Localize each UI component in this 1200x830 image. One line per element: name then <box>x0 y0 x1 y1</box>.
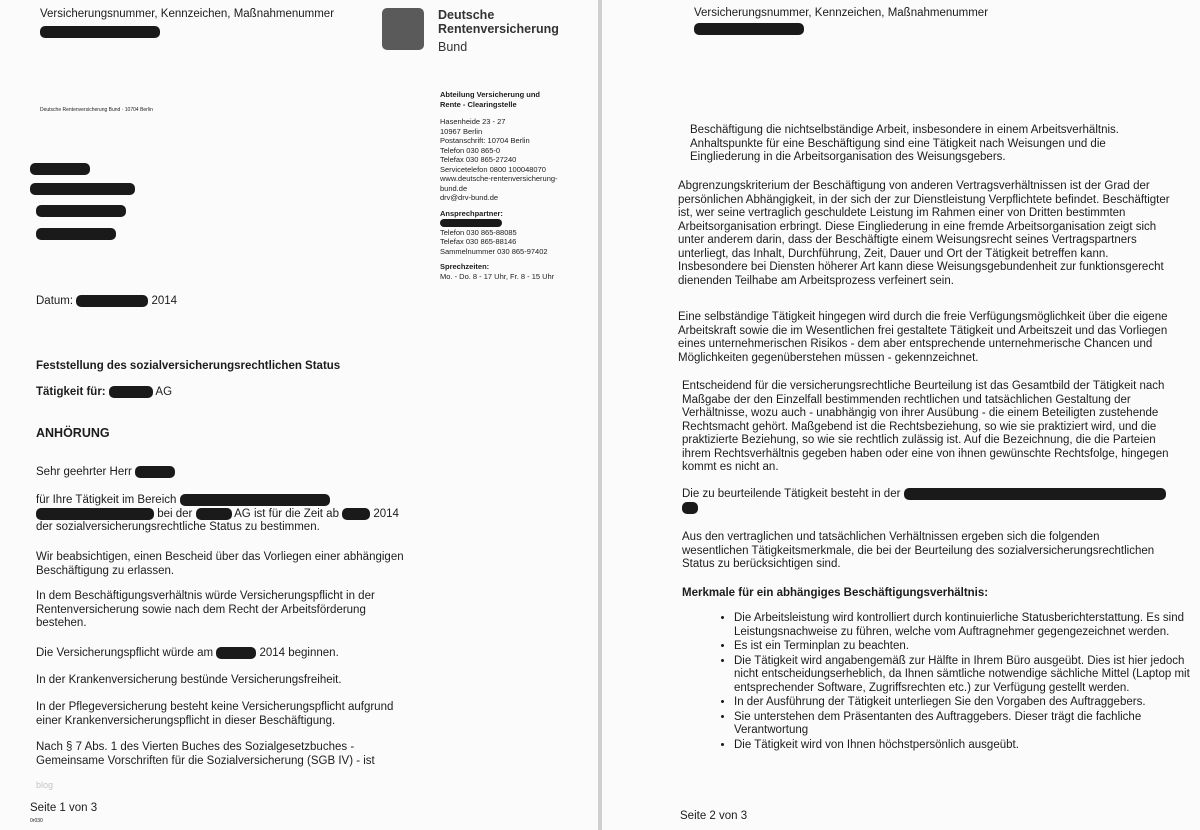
salutation: Sehr geehrter Herr <box>36 466 175 480</box>
watermark: blog <box>36 780 54 790</box>
recipient-redaction <box>36 228 116 240</box>
paragraph-7: Nach § 7 Abs. 1 des Vierten Buches des Sozialgesetzbuches - Gemeinsame Vorschriften für die Sozialversicherung (SGB IV) - ist <box>36 741 375 767</box>
redaction <box>109 386 153 398</box>
paragraph-3: Eine selbständige Tätigkeit hingegen wird durch die freie Verfügungsmöglichkeit über die eigene Arbeitskraft sowie die im Wesentlichen frei gestaltete Tätigkeit und Arbeitszeit und das Vorliegen eines unternehmerischen Risikos - dem aber entsprechende unternehmerische Chancen und Möglichkeiten gegenüberstehen müssen - gekennzeichnet. <box>678 311 1168 364</box>
paragraph-1: Beschäftigung die nichtselbständige Arbeit, insbesondere in einem Arbeitsverhältnis. Anhaltspunkte für eine Beschäftigung sind eine Tätigkeit nach Weisungen und die Eingliederung in die Arbeitsorganisation des Weisungsgebers. <box>690 124 1119 163</box>
redaction <box>342 508 370 520</box>
footer-code: 0r030 <box>30 818 43 824</box>
redaction <box>904 488 1166 500</box>
activity-line: Tätigkeit für: AG <box>36 386 173 399</box>
paragraph-2: Wir beabsichtigen, einen Bescheid über das Vorliegen einer abhängigen Beschäftigung zu erlassen. <box>36 551 404 577</box>
list-item: • Sie unterstehen dem Präsentanten des Auftraggebers. Dieser trägt die fachliche Verantwortung <box>734 711 1200 738</box>
redaction <box>196 508 232 520</box>
redaction <box>36 508 154 520</box>
reference-header: Versicherungsnummer, Kennzeichen, Maßnahmenummer <box>40 8 334 38</box>
paragraph-3: In dem Beschäftigungsverhältnis würde Versicherungspflicht in der Rentenversicherung sowie nach dem Recht der Arbeitsförderung bestehen. <box>36 590 375 629</box>
paragraph-5: In der Krankenversicherung bestünde Versicherungsfreiheit. <box>36 674 342 686</box>
document-page-2 <box>602 0 1200 830</box>
drv-logo-icon <box>382 8 424 50</box>
list-item: • In der Ausführung der Tätigkeit unterliegen Sie den Vorgaben des Auftraggebers. <box>734 696 1200 710</box>
paragraph-6: In der Pflegeversicherung besteht keine Versicherungspflicht aufgrund einer Krankenversicherungspflicht in dieser Beschäftigung. <box>36 701 394 727</box>
paragraph-4: Die Versicherungspflicht würde am 2014 beginnen. <box>36 647 339 660</box>
paragraph-6: Aus den vertraglichen und tatsächlichen Verhältnissen ergeben sich die folgenden wesentlichen Tätigkeitsmerkmale, die bei der Beurteilung des sozialversicherungsrechtlichen Status zu berücksichtigen sind. <box>682 531 1155 570</box>
reference-header: Versicherungsnummer, Kennzeichen, Maßnahmenummer <box>694 7 988 35</box>
redaction <box>76 295 148 307</box>
list-item: • Es ist ein Terminplan zu beachten. <box>734 640 1200 654</box>
redaction <box>40 26 160 38</box>
page-number: Seite 2 von 3 <box>680 810 748 822</box>
list-item: • Die Tätigkeit wird angabengemäß zur Hälfte in Ihrem Büro ausgeübt. Dies ist hier jedoch nicht entscheidungserheblich, da Ihnen sämtliche notwendige sächliche Mittel (Laptop mit entsprechender Software, Zugriffsrechten etc.) zur Verfügung gestellt werden. <box>734 655 1200 696</box>
redaction <box>135 466 175 478</box>
redaction <box>694 23 804 35</box>
letter-date: Datum: 2014 <box>36 295 178 308</box>
recipient-redaction <box>36 205 126 217</box>
redaction <box>216 647 256 659</box>
drv-logo: Deutsche Rentenversicherung Bund <box>382 8 559 54</box>
sender-line: Deutsche Rentenversicherung Bund · 10704 Berlin <box>40 107 153 113</box>
recipient-redaction <box>30 183 135 195</box>
paragraph-4: Entscheidend für die versicherungsrechtliche Beurteilung ist das Gesamtbild der Tätigkeit nach Maßgabe der den Einzelfall bestimmenden rechtlichen und tatsächlichen Gestaltung der Verhältnisse, wozu auch - unabhängig von ihrer Ausübung - die einem Beteiligten zustehende Rechtsmacht gehört. Maßgebend ist die Rechtsbeziehung, so wie sie praktiziert wird, und die praktizierte Beziehung, so wie sie rechtlich zulässig ist. Auf die Bezeichnung, die die Parteien ihrem Rechtsverhältnis gegeben haben oder eine von ihnen gewünschte Rechtsfolge, hingegen kommt es nicht an. <box>682 380 1169 473</box>
redaction <box>440 219 502 227</box>
redaction <box>180 494 330 506</box>
heading-anhoerung: ANHÖRUNG <box>36 426 110 440</box>
merkmale-list <box>692 612 1200 753</box>
paragraph-2: Abgrenzungskriterium der Beschäftigung von anderen Vertragsverhältnissen ist der Grad der persönlichen Abhängigkeit, in der sich der zur Dienstleistung Verpflichtete befindet. Beschäftigter ist, wer seine vertraglich geschuldete Leistung im Rahmen einer von Dritten bestimmten Arbeitsorganisation erbringt. Diese Eingliederung in eine fremde Arbeitsorganisation zeigt sich unter anderem darin, dass der Beschäftigte einem Weisungsrecht seines Vertragspartners unterliegt, das Inhalt, Durchführung, Zeit, Dauer und Ort der Tätigkeit betreffen kann. Insbesondere bei Diensten höherer Art kann diese Weisungsgebundenheit zur funktionsgerecht dienenden Teilhabe am Arbeitsprozess verfeinert sein. <box>678 180 1170 287</box>
redaction <box>682 502 698 514</box>
letterhead-info: Abteilung Versicherung und Rente - Clearingstelle Hasenheide 23 - 27 10967 Berlin Postanschrift: 10704 Berlin Telefon 030 865-0 Telefax 030 865-27240 Servicetelefon 0800 100048070 www.deutsche-rentenversicherung- bund.de drv@drv-bund.de Ansprechpartner: Telefon 030 865-88085 Telefax 030 865-88146 Sammelnummer 030 865-97402 Sprechzeiten: Mo. - Do. 8 - 17 Uhr, Fr. 8 - 15 Uhr <box>440 90 558 281</box>
page-number: Seite 1 von 3 <box>30 802 98 814</box>
merkmale-heading: Merkmale für ein abhängiges Beschäftigungsverhältnis: <box>682 587 989 599</box>
letter-subject: Feststellung des sozialversicherungsrechtlichen Status <box>36 360 341 372</box>
list-item: • Die Tätigkeit wird von Ihnen höchstpersönlich ausgeübt. <box>734 739 1200 753</box>
paragraph-5: Die zu beurteilende Tätigkeit besteht in der <box>682 488 1182 515</box>
recipient-redaction <box>30 163 90 175</box>
document-page-1 <box>0 0 598 830</box>
list-item: • Die Arbeitsleistung wird kontrolliert durch kontinuierliche Statusberichterstattung. Es sind Leistungsnachweise zu führen, welche vom Auftragnehmer gegengezeichnet werden. <box>734 612 1200 639</box>
paragraph-1: für Ihre Tätigkeit im Bereich bei der AG ist für die Zeit ab 2014 der sozialversicherungsrechtliche Status zu bestimmen. <box>36 494 399 534</box>
